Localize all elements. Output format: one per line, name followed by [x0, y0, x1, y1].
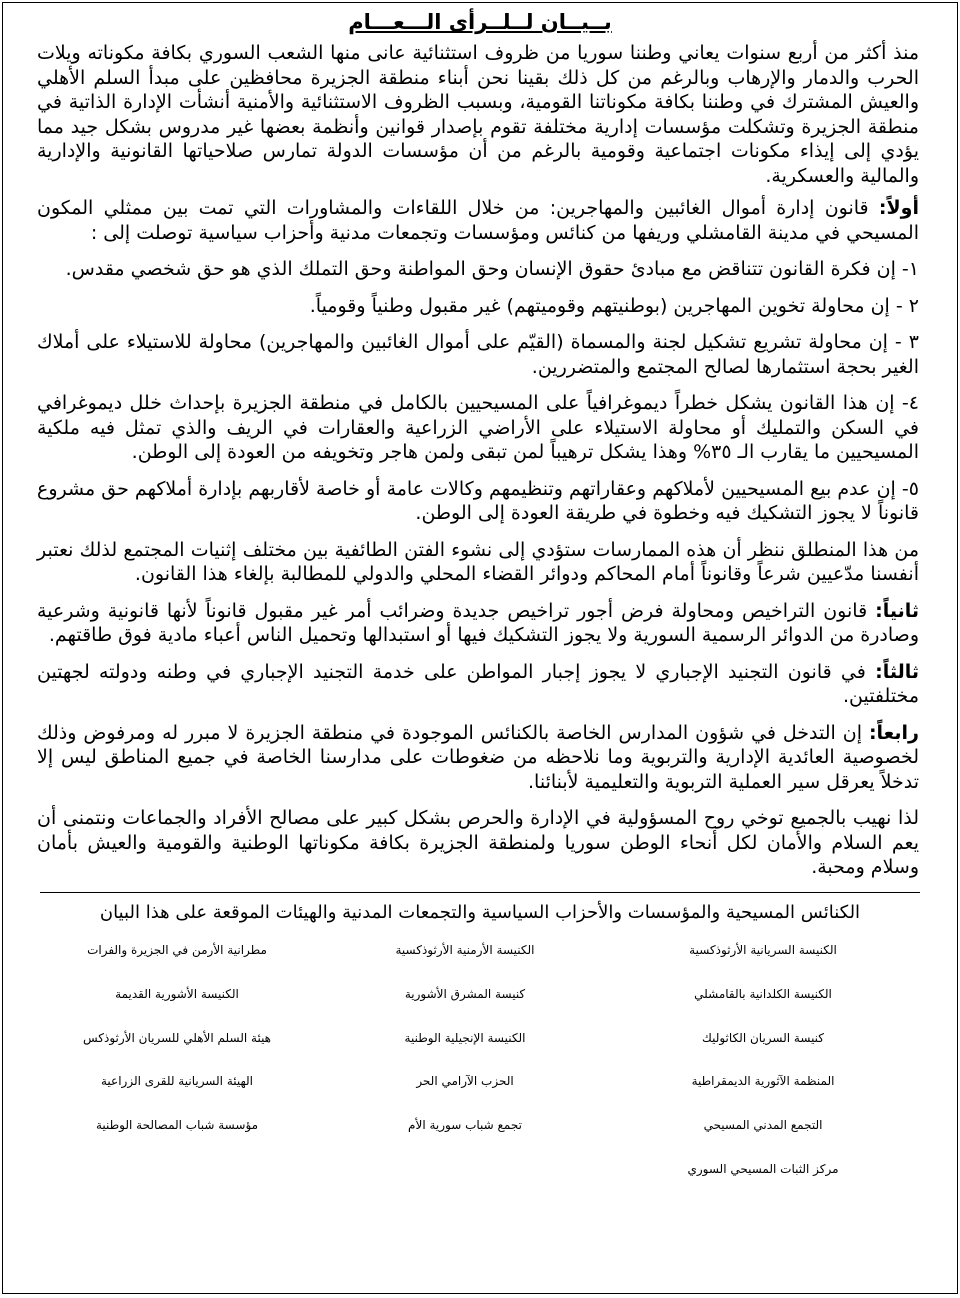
signatory: كنيسة السريان الكاثوليك	[701, 1030, 825, 1045]
point-4: ٤- إن هذا القانون يشكل خطراً ديموغرافياً على المسيحيين بالكامل في منطقة الجزيرة بإحداث خلل ديموغرافي في السكن والتمليك أو محاولة الاستيلاء على الأراضي الزراعية والعقارات في الريف والذي تمثل فيه ملكية المسيحيين ما يقارب الـ ٣٥% وهذا يشكل ترهيباً لمن تبقى ولمن هاجر وتخويفه من العودة إلى الوطن.	[37, 392, 919, 463]
section-third-lead: ثالثاً:	[875, 660, 919, 683]
point-1: ١- إن فكرة القانون تتناقض مع مبادئ حقوق الإنسان وحق المواطنة وحق التملك الذي هو حق شخصي مقدس.	[65, 258, 919, 280]
signatory: المنظمة الآثورية الديمقراطية	[691, 1074, 835, 1089]
section-first-lead: أولاً:	[878, 197, 919, 219]
section-second-lead: ثانياً:	[875, 599, 919, 622]
section-fourth	[37, 721, 919, 795]
signatory: الكنيسة الكلدانية بالقامشلي	[694, 987, 832, 1002]
intro-paragraph: منذ أكثر من أربع سنوات يعاني وطننا سوريا من ظروف استثنائية عانى منها الشعب السوري بكافة مكوناته ويلات الحرب والدمار والإرهاب وبالرغم من كل ذلك بقينا نحن أبناء منطقة الجزيرة محافظين على مبدأ السلم الأهلي والعيش المشترك في وطننا بكافة مكوناتنا القومية، وبسبب الظروف الاستثنائية والأمنية أنشأت الإدارة الذاتية في منطقة الجزيرة وتشكلت مؤسسات إدارية مختلفة تقوم بإصدار قوانين وأنظمة بعضها غير مدروس بشكل جيد مما يؤدي إلى إيذاء مكونات اجتماعية وقومية بالرغم من أن مؤسسات الدولة تمارس صلاحياتها القانونية والإدارية والمالية والعسكرية.	[37, 42, 919, 187]
section-first	[37, 196, 919, 245]
signatory: الكنيسة الأشورية القديمة	[115, 987, 239, 1002]
signatory: الحزب الآرامي الحر	[416, 1074, 514, 1089]
closing-paragraph: لذا نهيب بالجميع توخي روح المسؤولية في الإدارة والحرص بشكل كبير على مصالح الأفراد والجماعات ونتمنى أن يعم السلام والأمان لكل أنحاء الوطن سوريا ولمنطقة الجزيرة بكافة مكوناتها الوطنية والقومية والعيش بأمان وسلام ومحبة.	[37, 807, 919, 878]
statement-body	[3, 41, 957, 880]
section-fourth-lead: رابعاً:	[868, 721, 919, 744]
signatory: تجمع شباب سورية الأم	[408, 1118, 522, 1133]
signatories-grid	[3, 929, 957, 1191]
signatures-divider	[40, 892, 920, 893]
point-5: ٥- إن عدم بيع المسيحيين لأملاكهم وعقاراتهم وتنظيمهم وكالات عامة أو خاصة لأقاربهم بإدارة أملاكهم حق مشروع قانوناً لا يجوز التشكيك فيه وخطوة في طريقة العودة إلى الوطن.	[37, 477, 919, 524]
section-fourth-text: إن التدخل في شؤون المدارس الخاصة بالكنائس الموجودة في منطقة الجزيرة لا مبرر له ومرفوض وذلك لخصوصية العائدية الإدارية والتربوية وما نلاحظه من ضغوطات على مدارسنا الخاصة في جميع المناطق ليس إلا تدخلاً يعرقل سير العملية التربوية والتعليمية لأبنائنا.	[37, 721, 919, 793]
section-third	[37, 660, 919, 709]
statement-page	[2, 2, 958, 1294]
conclusion-paragraph: من هذا المنطلق ننظر أن هذه الممارسات ستؤدي إلى نشوء الفتن الطائفية بين مختلف إثنيات المجتمع لذلك نعتبر أنفسنا مدّعيين شرعاً وقانوناً أمام المحاكم ودوائر القضاء المحلي والدولي للمطالبة بإلغاء هذا القانون.	[37, 538, 919, 585]
signatory: الكنيسة الأرمنية الأرثوذكسية	[395, 943, 535, 958]
signatory: كنيسة المشرق الأشورية	[404, 987, 526, 1002]
signatory: التجمع المدني المسيحي	[703, 1118, 823, 1133]
signatory: مركز الثبات المسيحي السوري	[687, 1161, 839, 1176]
section-third-text: في قانون التجنيد الإجباري لا يجوز إجبار المواطن على خدمة التجنيد الإجباري في وطنه ودولته لجهتين مختلفتين.	[37, 660, 919, 707]
section-second	[37, 599, 919, 648]
signatories-heading: الكنائس المسيحية والمؤسسات والأحزاب السياسية والتجمعات المدنية والهيئات الموقعة على هذا البيان	[99, 901, 861, 923]
signatory: الهيئة السريانية للقرى الزراعية	[101, 1074, 254, 1089]
section-second-text: قانون التراخيص ومحاولة فرض أجور تراخيص جديدة وضرائب أمر غير مقبول قانوناً لأنها قانونية وشرعية وصادرة من الدوائر الرسمية السورية ولا يجوز التشكيك فيها أو استبدالها وتحميل الناس أعباء مادية فوق طاقتهم.	[37, 599, 919, 646]
signatory: مؤسسة شباب المصالحة الوطنية	[95, 1118, 259, 1133]
signatory: هيئة السلم الأهلي للسريان الأرثوذكس	[82, 1030, 272, 1045]
signatory: الكنيسة السريانية الأرثوذكسية	[689, 943, 837, 958]
document-title: بــيــان لــلــرأى الـــعـــام	[348, 10, 612, 34]
signatory: مطرانية الأرمن في الجزيرة والفرات	[87, 943, 267, 958]
signatory: الكنيسة الإنجيلية الوطنية	[404, 1030, 526, 1045]
section-first-text: قانون إدارة أموال الغائبين والمهاجرين: من خلال اللقاءات والمشاورات التي تمت بين ممثلي المكون المسيحي في مدينة القامشلي وريفها من كنائس ومؤسسات وتجمعات مدنية وأحزاب سياسية توصلت إلى :	[37, 197, 919, 244]
point-2: ٢ - إن محاولة تخوين المهاجرين (بوطنيتهم وقوميتهم) غير مقبول وطنياً وقومياً.	[309, 294, 919, 317]
point-3: ٣ - إن محاولة تشريع تشكيل لجنة والمسماة (القيّم على أموال الغائبين والمهاجرين) محاولة للاستيلاء على أملاك الغير بحجة استثمارها لصالح المجتمع والمتضررين.	[37, 331, 919, 378]
